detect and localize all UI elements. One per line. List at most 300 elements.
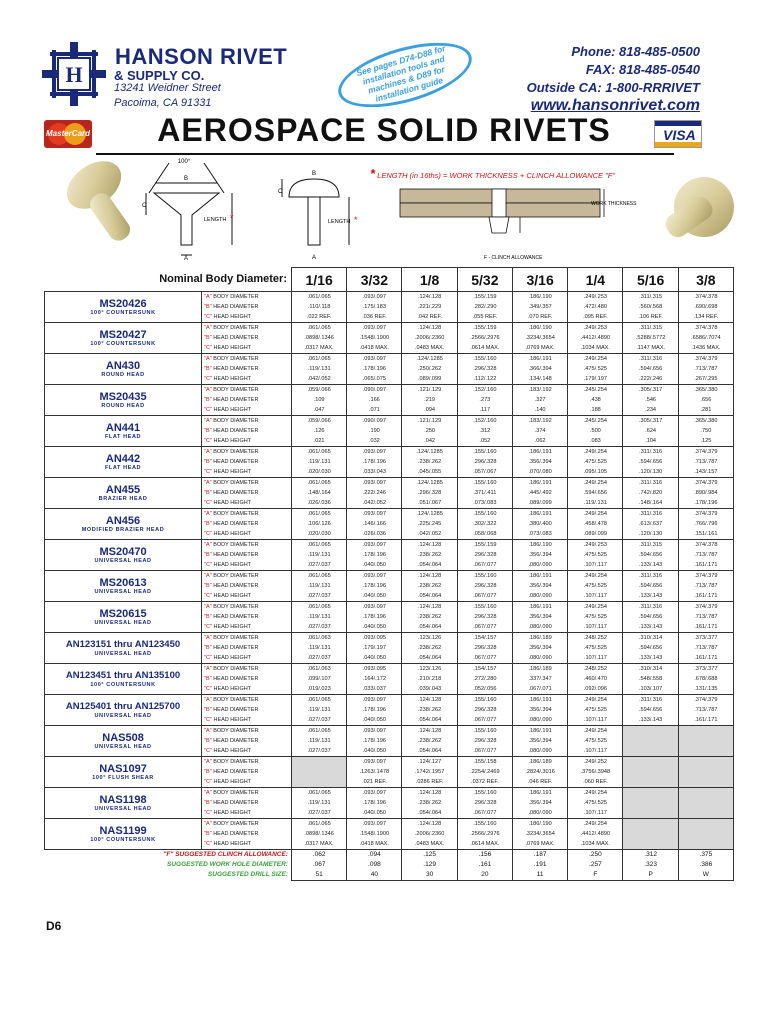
dimension-label: "B" HEAD DIAMETER — [202, 798, 292, 808]
spec-value: .186/.191 — [512, 571, 567, 582]
spec-value: .356/.394 — [512, 643, 567, 653]
spec-value: .238/.262 — [402, 798, 457, 808]
table-row — [45, 664, 734, 675]
spec-value: .070/.080 — [512, 467, 567, 478]
spec-value: .154/.157 — [457, 664, 512, 675]
spec-value — [623, 788, 678, 799]
spec-value: .248/.252 — [568, 633, 623, 644]
size-header-row — [45, 268, 734, 292]
part-number-cell — [45, 509, 202, 540]
spec-value: .0483 MAX. — [402, 343, 457, 354]
spec-value: .460/.470 — [568, 674, 623, 684]
length-star-2: * — [354, 215, 358, 225]
spec-value: .119/.131 — [291, 705, 346, 715]
spec-value: .250 — [402, 426, 457, 436]
spec-value: .052 — [457, 436, 512, 447]
spec-value: .046 REF. — [512, 777, 567, 788]
spec-value: .249/.254 — [568, 726, 623, 737]
spec-value: .161/.171 — [678, 622, 733, 633]
spec-value: .121/.129 — [402, 385, 457, 396]
spec-value: .356/.394 — [512, 798, 567, 808]
table-row — [45, 509, 734, 520]
spec-value: .161/.171 — [678, 560, 733, 571]
spec-value — [678, 736, 733, 746]
spec-value — [623, 808, 678, 819]
spec-value: .067/.071 — [512, 684, 567, 695]
page-title: AEROSPACE SOLID RIVETS — [157, 112, 611, 148]
spec-value: .296/.328 — [457, 612, 512, 622]
part-number-cell — [45, 664, 202, 695]
footer-value: .250 — [568, 850, 623, 861]
spec-value — [623, 819, 678, 830]
footer-value: .125 — [402, 850, 457, 861]
table-row — [45, 323, 734, 334]
spec-value: .0317 MAX. — [291, 839, 346, 850]
spec-value: .123/.126 — [402, 664, 457, 675]
spec-value: .040/.050 — [347, 715, 402, 726]
spec-value: .092/.096 — [568, 684, 623, 695]
head-style: FLAT HEAD — [104, 464, 142, 471]
footer-label: SUGGESTED WORK HOLE DIAMETER: — [167, 861, 288, 868]
spec-value: .124/.128 — [402, 726, 457, 737]
spec-value: .312 — [457, 426, 512, 436]
spec-value: .2254/.2469 — [457, 767, 512, 777]
part-number: MS20470 — [99, 545, 147, 558]
spec-value: .040/.050 — [347, 653, 402, 664]
footer-value: 40 — [347, 870, 402, 881]
spec-value: .033/.043 — [347, 467, 402, 478]
part-number: AN430 — [105, 359, 141, 372]
head-style: UNIVERSAL HEAD — [94, 619, 152, 626]
dimension-label: "B" HEAD DIAMETER — [202, 767, 292, 777]
head-style: UNIVERSAL HEAD — [94, 712, 152, 719]
part-number: MS20615 — [99, 607, 147, 620]
spec-value: .560/.568 — [623, 302, 678, 312]
spec-value: .356/.394 — [512, 736, 567, 746]
dimension-label: "A" BODY DIAMETER — [202, 664, 292, 675]
spec-value: .124/.128 — [402, 323, 457, 334]
spec-value: .475/.525 — [568, 705, 623, 715]
spec-value: .296/.328 — [457, 457, 512, 467]
countersunk-rivet-image — [58, 155, 134, 245]
spec-value: .155/.158 — [457, 757, 512, 768]
spec-value — [678, 777, 733, 788]
spec-value: .040/.050 — [347, 591, 402, 602]
spec-value: .458/.478 — [568, 519, 623, 529]
spec-value: .311/.316 — [623, 695, 678, 706]
spec-value: .119/.131 — [291, 581, 346, 591]
spec-value: .134/.148 — [512, 374, 567, 385]
visa-label: VISA — [663, 127, 696, 143]
label-c-2: C — [278, 189, 283, 195]
spec-value: .296/.328 — [457, 705, 512, 715]
head-style: FLAT HEAD — [104, 433, 142, 440]
head-style: UNIVERSAL HEAD — [94, 588, 152, 595]
spec-value: .042/.052 — [402, 529, 457, 540]
footer-value: W — [678, 870, 733, 881]
dimension-label: "A" BODY DIAMETER — [202, 292, 292, 303]
spec-value: .296/.328 — [457, 798, 512, 808]
spec-value: .054/.064 — [402, 560, 457, 571]
spec-value: .594/.656 — [568, 488, 623, 498]
spec-value: .0614 MAX. — [457, 343, 512, 354]
size-5-16: 5/16 — [623, 268, 678, 292]
spec-value: .124/.128 — [402, 819, 457, 830]
dimension-label: "C" HEAD HEIGHT — [202, 312, 292, 323]
dimension-label: "C" HEAD HEIGHT — [202, 591, 292, 602]
spec-value: .093/.097 — [347, 602, 402, 613]
spec-value: .119/.131 — [291, 550, 346, 560]
spec-value: .093/.095 — [347, 664, 402, 675]
spec-value: .1034 MAX. — [568, 343, 623, 354]
head-style: 100° COUNTERSUNK — [90, 836, 156, 843]
table-row — [45, 354, 734, 365]
spec-value: .161/.171 — [678, 591, 733, 602]
spec-value: .124/.128 — [402, 788, 457, 799]
nominal-diameter-label: Nominal Body Diameter: — [45, 268, 292, 292]
length-formula: * LENGTH (in 16ths) = WORK THICKNESS + CLINCH ALLOWANCE "F" — [370, 166, 616, 181]
spec-value — [678, 798, 733, 808]
spec-value: .155/.159 — [457, 323, 512, 334]
spec-value: .183/.192 — [512, 385, 567, 396]
spec-value: .154/.157 — [457, 633, 512, 644]
label-a-1: A — [183, 256, 189, 262]
footer-value: .067 — [291, 860, 346, 870]
spec-value: .059/.066 — [291, 385, 346, 396]
spec-value: .032 — [347, 436, 402, 447]
spec-value: .090/.097 — [347, 385, 402, 396]
head-style: UNIVERSAL HEAD — [94, 805, 152, 812]
spec-value: .040/.050 — [347, 560, 402, 571]
spec-value: .546 — [623, 395, 678, 405]
spec-value: .311/.315 — [623, 540, 678, 551]
spec-value: .019/.023 — [291, 684, 346, 695]
dimension-label: "A" BODY DIAMETER — [202, 633, 292, 644]
spec-value: .2566/.2976 — [457, 333, 512, 343]
spec-value: .2824/.3016 — [512, 767, 567, 777]
head-style: UNIVERSAL HEAD — [94, 557, 152, 564]
spec-value: .178/.196 — [347, 705, 402, 715]
spec-value: .337/.347 — [512, 674, 567, 684]
spec-value: .445/.492 — [512, 488, 567, 498]
spec-value: .311/.315 — [623, 323, 678, 334]
spec-value: .302/.322 — [457, 519, 512, 529]
head-style: 100° COUNTERSUNK — [90, 340, 156, 347]
footer-value: 11 — [512, 870, 567, 881]
spec-value: .0614 MAX. — [457, 839, 512, 850]
spec-value: .296/.328 — [457, 643, 512, 653]
spec-value: .0769 MAX. — [512, 839, 567, 850]
spec-value: .119/.131 — [291, 736, 346, 746]
head-style: 100° FLUSH SHEAR — [92, 774, 154, 781]
spec-value: .067/.077 — [457, 746, 512, 757]
installation-note-text: See pages D74-D88 for installation tools and machines & D89 for installation guide — [355, 43, 447, 104]
spec-value — [623, 736, 678, 746]
spec-value: .6586/.7074 — [678, 333, 733, 343]
spec-value: .021 — [291, 436, 346, 447]
spec-value: .311/.316 — [623, 509, 678, 520]
spec-value: .093/.097 — [347, 788, 402, 799]
spec-value: .133/.143 — [623, 622, 678, 633]
spec-value: .178/.196 — [347, 550, 402, 560]
toll-free-number: Outside CA: 1-800-RRRIVET — [526, 80, 700, 95]
spec-value: .106 REF. — [623, 312, 678, 323]
spec-value: .054/.064 — [402, 808, 457, 819]
spec-value: .594/.656 — [623, 550, 678, 560]
label-c-1: C — [142, 203, 147, 209]
spec-value: .374/.379 — [678, 602, 733, 613]
spec-value: .107/.117 — [568, 653, 623, 664]
spec-value: .093/.097 — [347, 695, 402, 706]
spec-value: .3234/.3654 — [512, 829, 567, 839]
spec-value: .073/.083 — [512, 529, 567, 540]
spec-value: .0769 MAX. — [512, 343, 567, 354]
dimension-label: "A" BODY DIAMETER — [202, 695, 292, 706]
spec-value: .594/.656 — [623, 643, 678, 653]
part-number-cell — [45, 633, 202, 664]
dimension-label: "B" HEAD DIAMETER — [202, 333, 292, 343]
spec-value — [623, 767, 678, 777]
dimension-label: "C" HEAD HEIGHT — [202, 436, 292, 447]
footer-value: .098 — [347, 860, 402, 870]
fax-number: FAX: 818-485-0540 — [585, 62, 700, 77]
spec-value: .033/.037 — [347, 684, 402, 695]
spec-value: .060 REF. — [568, 777, 623, 788]
spec-value: .475/.525 — [568, 643, 623, 653]
spec-value: .166 — [347, 395, 402, 405]
footer-row — [45, 860, 734, 870]
spec-value: .120/.130 — [623, 467, 678, 478]
spec-value — [291, 767, 346, 777]
spec-value: .134 REF. — [678, 312, 733, 323]
spec-value: .245/.254 — [568, 416, 623, 427]
spec-value: .070 REF. — [512, 312, 567, 323]
spec-value: .238/.262 — [402, 550, 457, 560]
installation-note-oval — [331, 30, 479, 120]
spec-value: .061/.065 — [291, 726, 346, 737]
spec-value: .249/.254 — [568, 819, 623, 830]
spec-value: .059/.066 — [291, 416, 346, 427]
spec-value: .594/.656 — [623, 612, 678, 622]
table-row — [45, 788, 734, 799]
footer-value: .375 — [678, 850, 733, 861]
spec-value: .093/.097 — [347, 571, 402, 582]
spec-value: .311/.316 — [623, 447, 678, 458]
dimension-label: "A" BODY DIAMETER — [202, 726, 292, 737]
dimension-label: "B" HEAD DIAMETER — [202, 426, 292, 436]
spec-value: .305/.317 — [623, 385, 678, 396]
spec-value: .186/.189 — [512, 633, 567, 644]
spec-value: .055 REF. — [457, 312, 512, 323]
label-b-1: B — [183, 176, 189, 182]
spec-value: .065/.075 — [347, 374, 402, 385]
spec-value: .073/.083 — [457, 498, 512, 509]
size-1-4: 1/4 — [568, 268, 623, 292]
dimension-label: "C" HEAD HEIGHT — [202, 374, 292, 385]
dimension-label: "A" BODY DIAMETER — [202, 757, 292, 768]
dimension-label: "B" HEAD DIAMETER — [202, 705, 292, 715]
spec-value: .080/.090 — [512, 653, 567, 664]
footer-value: .191 — [512, 860, 567, 870]
spec-value — [623, 777, 678, 788]
spec-value: .155/.160 — [457, 602, 512, 613]
spec-value: .093/.097 — [347, 292, 402, 303]
spec-value: .0418 MAX. — [347, 839, 402, 850]
spec-value: .500 — [568, 426, 623, 436]
spec-value: .020/.030 — [291, 467, 346, 478]
spec-value: .093/.097 — [347, 540, 402, 551]
spec-value: .124/.128 — [402, 571, 457, 582]
footer-value: .161 — [457, 860, 512, 870]
spec-value: .151/.161 — [678, 529, 733, 540]
part-number: AN442 — [105, 452, 141, 465]
spec-value: .1548/.1900 — [347, 829, 402, 839]
spec-value: .311/.315 — [623, 292, 678, 303]
footer-value: .386 — [678, 860, 733, 870]
spec-value: .095/.105 — [568, 467, 623, 478]
dimension-label: "B" HEAD DIAMETER — [202, 364, 292, 374]
countersunk-rivet-drawing — [146, 163, 232, 255]
spec-value: .296/.328 — [457, 364, 512, 374]
spec-value: .089/.099 — [568, 529, 623, 540]
spec-value: .112/.122 — [457, 374, 512, 385]
spec-value: .713/.787 — [678, 581, 733, 591]
spec-value: .311/.316 — [623, 354, 678, 365]
spec-value: .374/.378 — [678, 323, 733, 334]
spec-value: .186/.191 — [512, 788, 567, 799]
spec-value: .027/.037 — [291, 808, 346, 819]
website-link[interactable]: www.hansonrivet.com — [530, 97, 700, 114]
table-row — [45, 726, 734, 737]
head-style: 100° COUNTERSUNK — [90, 309, 156, 316]
spec-value: .1742/.1957 — [402, 767, 457, 777]
spec-value: .178/.196 — [347, 457, 402, 467]
dimension-label: "B" HEAD DIAMETER — [202, 302, 292, 312]
footer-value: .156 — [457, 850, 512, 861]
spec-value: .027/.037 — [291, 746, 346, 757]
spec-value: .155/.160 — [457, 509, 512, 520]
spec-value: .061/.065 — [291, 292, 346, 303]
spec-value: .210/.218 — [402, 674, 457, 684]
part-number-cell — [45, 726, 202, 757]
length-star-1: * — [230, 213, 234, 223]
spec-value: .155/.159 — [457, 292, 512, 303]
spec-value: .374/.379 — [678, 447, 733, 458]
spec-value: .119/.131 — [291, 643, 346, 653]
spec-value: .119/.131 — [568, 498, 623, 509]
dimension-label: "A" BODY DIAMETER — [202, 602, 292, 613]
dimension-label: "B" HEAD DIAMETER — [202, 581, 292, 591]
spec-value: .186/.189 — [512, 757, 567, 768]
spec-value: .161/.171 — [678, 653, 733, 664]
spec-value: .061/.065 — [291, 323, 346, 334]
size-3-8: 3/8 — [678, 268, 733, 292]
spec-value: .093/.097 — [347, 447, 402, 458]
spec-value — [678, 757, 733, 768]
spec-value: .311/.316 — [623, 602, 678, 613]
spec-value: .099/.107 — [291, 674, 346, 684]
footer-value: .094 — [347, 850, 402, 861]
spec-value: .0483 MAX. — [402, 839, 457, 850]
spec-value: .067/.077 — [457, 653, 512, 664]
spec-value: .095 REF. — [568, 312, 623, 323]
spec-value: .0317 MAX. — [291, 343, 346, 354]
spec-value: .042/.052 — [347, 498, 402, 509]
spec-value: .054/.064 — [402, 746, 457, 757]
spec-value — [678, 788, 733, 799]
spec-value: .178/.196 — [347, 798, 402, 808]
spec-value — [678, 726, 733, 737]
dimension-label: "B" HEAD DIAMETER — [202, 643, 292, 653]
spec-value: .311/.316 — [623, 478, 678, 489]
spec-value: .234 — [623, 405, 678, 416]
spec-value: .124/.1285 — [402, 354, 457, 365]
spec-value: .124/.128 — [402, 695, 457, 706]
spec-value: .374/.379 — [678, 695, 733, 706]
spec-value: .713/.787 — [678, 643, 733, 653]
spec-value: .124/.1285 — [402, 447, 457, 458]
spec-value: .152/.160 — [457, 416, 512, 427]
spec-value: .148/.164 — [623, 498, 678, 509]
spec-value: .380/.400 — [512, 519, 567, 529]
dimension-label: "C" HEAD HEIGHT — [202, 560, 292, 571]
spec-value: .186/.191 — [512, 478, 567, 489]
spec-value: .594/.656 — [623, 364, 678, 374]
spec-value — [291, 757, 346, 768]
spec-value: .061/.065 — [291, 788, 346, 799]
spec-value — [678, 819, 733, 830]
spec-value: .186/.191 — [512, 509, 567, 520]
spec-value: .249/.253 — [568, 292, 623, 303]
spec-value: .106/.126 — [291, 519, 346, 529]
dimension-label: "B" HEAD DIAMETER — [202, 550, 292, 560]
dimension-label: "C" HEAD HEIGHT — [202, 343, 292, 354]
spec-value: .222/.246 — [347, 488, 402, 498]
spec-value: .042/.052 — [291, 374, 346, 385]
spec-value: .0418 MAX. — [347, 343, 402, 354]
table-row — [45, 757, 734, 768]
dimension-label: "B" HEAD DIAMETER — [202, 829, 292, 839]
spec-value: .124/.1285 — [402, 478, 457, 489]
spec-value: .249/.254 — [568, 695, 623, 706]
spec-value: .238/.262 — [402, 457, 457, 467]
table-row — [45, 540, 734, 551]
footer-row — [45, 870, 734, 881]
spec-value: .022 REF. — [291, 312, 346, 323]
label-b-2: B — [311, 171, 317, 177]
spec-value: .061/.063 — [291, 664, 346, 675]
spec-value: .1147 MAX. — [623, 343, 678, 354]
dimension-label: "A" BODY DIAMETER — [202, 540, 292, 551]
spec-value: .080/.090 — [512, 715, 567, 726]
spec-value: .186/.190 — [512, 323, 567, 334]
spec-value: .267/.295 — [678, 374, 733, 385]
spec-value: .374/.379 — [678, 478, 733, 489]
spec-value: .365/.380 — [678, 385, 733, 396]
spec-value: .4412/.4890 — [568, 829, 623, 839]
spec-value: .249/.253 — [568, 540, 623, 551]
spec-value: .713/.787 — [678, 457, 733, 467]
dimension-label: "A" BODY DIAMETER — [202, 385, 292, 396]
spec-value: .155/.160 — [457, 447, 512, 458]
spec-value: .107/.117 — [568, 808, 623, 819]
spec-value: .178/.196 — [347, 364, 402, 374]
dimension-label: "C" HEAD HEIGHT — [202, 684, 292, 695]
head-style: ROUND HEAD — [101, 371, 145, 378]
spec-value: .178/.196 — [347, 581, 402, 591]
part-number: MS20426 — [99, 297, 147, 310]
spec-value: .071 — [347, 405, 402, 416]
